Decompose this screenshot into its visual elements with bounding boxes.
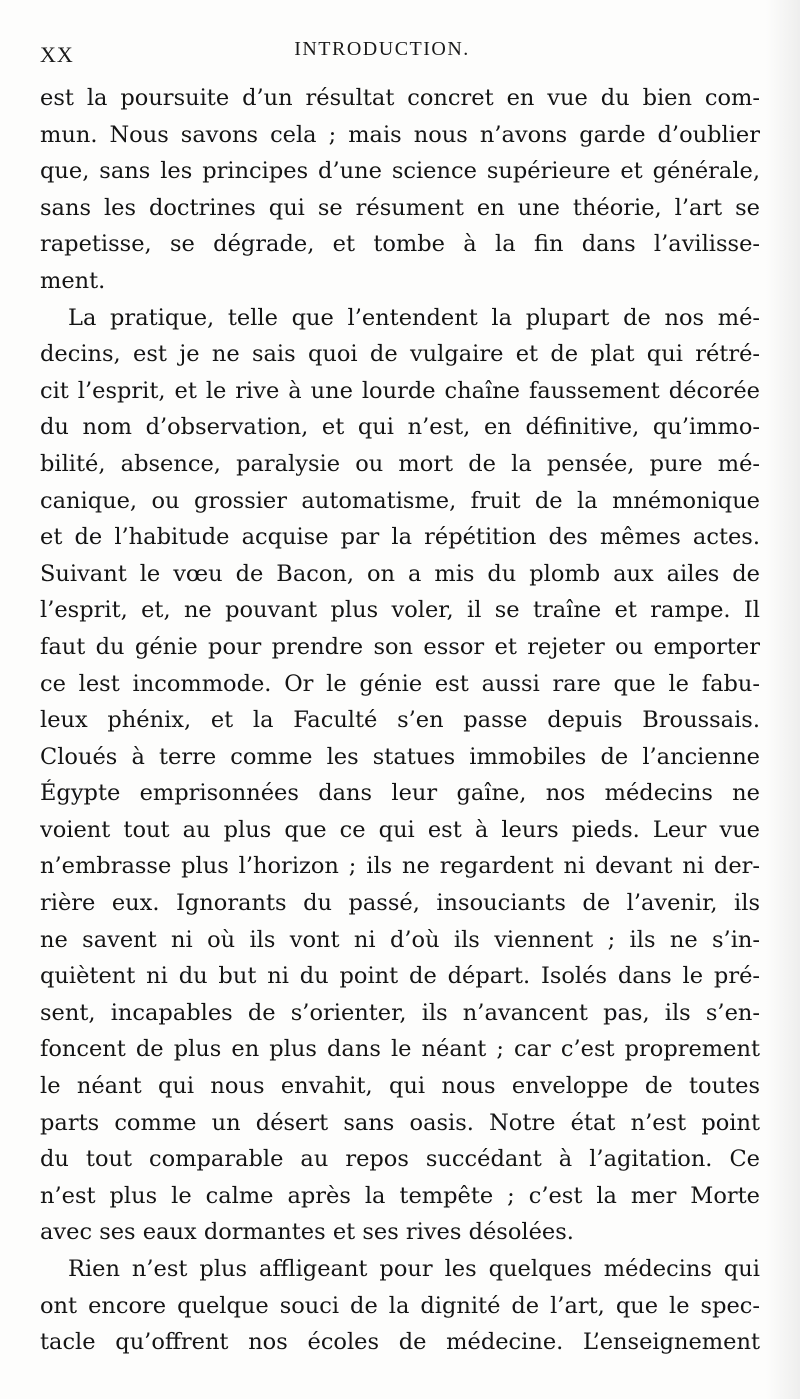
text-line: n’embrasse plus l’horizon ; ils ne regardent ni devant ni der-: [40, 853, 760, 880]
text-line: faut du génie pour prendre son essor et rejeter ou emporter: [40, 633, 760, 660]
text-line: rapetisse, se dégrade, et tombe à la fin dans l’avilisse-: [40, 231, 760, 258]
text-line: voient tout au plus que ce qui est à leurs pieds. Leur vue: [40, 816, 760, 843]
text-line: Suivant le vœu de Bacon, on a mis du plomb aux ailes de: [40, 560, 760, 587]
text-line: est la poursuite d’un résultat concret en vue du bien com-: [40, 85, 760, 111]
text-line: et de l’habitude acquise par la répétition des mêmes actes.: [40, 524, 760, 551]
text-line: tacle qu’offrent nos écoles de médecine. L’enseignement: [40, 1329, 760, 1356]
text-line: mun. Nous savons cela ; mais nous n’avons garde d’oublier: [40, 121, 760, 148]
text-line: n’est plus le calme après la tempête ; c’est la mer Morte: [40, 1182, 760, 1209]
text-line: canique, ou grossier automatisme, fruit de la mnémonique: [40, 487, 760, 514]
text-line: Cloués à terre comme les statues immobiles de l’ancienne: [40, 743, 760, 770]
text-line: ce lest incommode. Or le génie est aussi rare que le fabu-: [40, 670, 760, 697]
text-line: sent, incapables de s’orienter, ils n’avancent pas, ils s’en-: [40, 999, 760, 1026]
text-line: parts comme un désert sans oasis. Notre état n’est point: [40, 1109, 760, 1136]
paragraph-start-line: La pratique, telle que l’entendent la plupart de nos mé-: [68, 304, 760, 331]
running-title: INTRODUCTION.: [294, 38, 470, 60]
text-line: ment.: [40, 267, 106, 294]
text-line: leux phénix, et la Faculté s’en passe depuis Broussais.: [40, 707, 760, 734]
text-line: ne savent ni où ils vont ni d’où ils viennent ; ils ne s’in-: [40, 926, 760, 953]
body-text: [40, 80, 760, 1361]
text-line: foncent de plus en plus dans le néant ; car c’est proprement: [40, 1036, 760, 1063]
text-line: avec ses eaux dormantes et ses rives désolées.: [40, 1219, 574, 1246]
text-line: decins, est je ne sais quoi de vulgaire et de plat qui rétré-: [40, 341, 760, 368]
text-line: rière eux. Ignorants du passé, insouciants de l’avenir, ils: [40, 890, 760, 917]
text-line: que, sans les principes d’une science supérieure et générale,: [40, 158, 760, 185]
text-line: l’esprit, et, ne pouvant plus voler, il se traîne et rampe. Il: [40, 597, 760, 624]
text-line: bilité, absence, paralysie ou mort de la pensée, pure mé-: [40, 450, 760, 477]
text-line: du nom d’observation, et qui n’est, en définitive, qu’immo-: [40, 414, 760, 441]
text-line: Égypte emprisonnées dans leur gaîne, nos médecins ne: [40, 780, 760, 807]
running-head: [40, 38, 760, 68]
text-line: le néant qui nous envahit, qui nous enveloppe de toutes: [40, 1073, 760, 1100]
text-line: cit l’esprit, et le rive à une lourde chaîne faussement décorée: [40, 377, 760, 404]
paragraph-start-line: Rien n’est plus affligeant pour les quelques médecins qui: [68, 1256, 760, 1282]
text-line: du tout comparable au repos succédant à l’agitation. Ce: [40, 1146, 760, 1173]
text-line: quiètent ni du but ni du point de départ. Isolés dans le pré-: [40, 963, 760, 990]
text-line: ont encore quelque souci de la dignité de l’art, que le spec-: [40, 1292, 760, 1319]
page-edge-shadow: [766, 0, 800, 1399]
text-line: sans les doctrines qui se résument en une théorie, l’art se: [40, 194, 760, 221]
page-number: XX: [40, 42, 74, 67]
